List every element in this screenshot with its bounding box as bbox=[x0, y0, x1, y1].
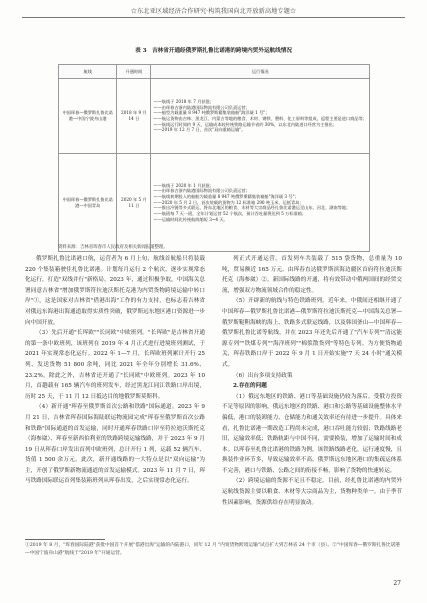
ops-line: ——运输时间比传统航线缩短 3~4 天。 bbox=[153, 216, 228, 222]
ops-line: ——航线于 2018 年 7 月获批； bbox=[153, 98, 214, 104]
ops-line: ——推出冷链等多式联运，将东北地区的粮食、木材等大宗商品经扎鲁比诺港运至山东、河北、湖南等地； bbox=[153, 205, 351, 211]
ops-line: ——航运货物由吉林、黑龙江、内蒙古等地的粮食、木材、钢铁、塑料、化工原料等组成，返程主要是进口商品等； bbox=[153, 116, 367, 121]
body-paragraph: （6）出台多项支持政策 bbox=[233, 372, 293, 379]
footnote-rule bbox=[25, 539, 105, 540]
footnote: ①2019 年 8 月，"珲春国际陆港"获批中国首个开展"借港出海"运输的内陆港口，同年 12 月 "内贸货物跨境运输"试点扩大到吉林省 24 个市（县）。②"中国珲春—俄罗斯扎鲁比诺港—中国宁波舟山港"航线于"2019 年"开通运营。 bbox=[25, 543, 400, 557]
route-cell: 中国珲春—俄罗斯扎鲁比诺港—中国宁波舟山港 bbox=[59, 79, 117, 154]
body-paragraph: （4）新开通"珲春至俄罗斯首次公路和铁路"国际通道。2023 年 9 月 21 日，吉林省珲春国际海陆联运物流园完成"珲春至俄罗斯首次公路和铁路"国际通道的首发运输，同时开通珲春铁路口岸至符拉迪沃斯托克（海参崴）、珲春至新西伯利亚的铁路跨境运输线路，并于 2023 年 9 月 19 日从珲春口岸发出首列中欧班列，总计开行 1 列，运载 52 辆汽车、货值 1 500 余万元。此次，新开通线路的一大特点是以"双向运输"为主，开创了俄罗斯新物流通道的首发运输模式。2023 年 11 月 7 日，珲马铁路国际联运首列集装箱班列从珲春出发，之后实现常态化运行。 bbox=[25, 404, 205, 485]
left-column bbox=[25, 254, 205, 487]
ops-cell bbox=[151, 79, 370, 154]
ops-line: ——航线运行时间约 9 天，运输成本较传统铁路运输节省约 30%，以东北内陆进口经营为主推出； bbox=[153, 121, 337, 127]
header-ops: 运行情况 bbox=[151, 65, 370, 79]
body-paragraph: 列正式开通运营，首发列车共装载了 515 袋货物，总重量为 10 吨，贸易额近 165 万元，由珲春直达俄罗斯滨海边疆区首府符拉迪沃斯托克（海参崴）②。新国际线路的开通，将有效带动中俄两国间的经贸交流，增强双方物流领域合作的稳定性。 bbox=[222, 256, 402, 294]
page-number: 27 bbox=[393, 580, 401, 587]
route-cell: 中国珲春—俄罗斯扎鲁比诺港—中国青岛 bbox=[59, 154, 117, 252]
header-date: 开通时间 bbox=[117, 65, 151, 79]
body-paragraph: （3）先后开通"长珲欧""长同欧"中欧班列。"长珲欧"是吉林省开通的第一条中欧班列，该班列在 2019 年 4 月正式进行进境班列测试，于 2021 年实现常态化运行。2022 年 1—7 月，长珲欧班列累计开行 25 列、发送货物 51 800 余吨，同比 2021 年全年分别增长 31.6%、23.2%。除此之外，吉林省还开通了"长同欧"中欧班列。2023 年 10 月，首趟载有 165 辆汽车的班列发车，经过黑龙江同江铁路口岸出境，历时 25 天，于 11 月 12 日抵达目的地俄罗斯莫斯科。 bbox=[25, 330, 205, 400]
date-cell: 2018 年 9 月 14 日 bbox=[117, 79, 151, 154]
header-route: 航线 bbox=[59, 65, 117, 79]
ops-line: ——由珲春吉浙内陆港国际物流有限公司负责运营； bbox=[153, 188, 250, 194]
ops-line: ——2020 年 5 月 2 日，首次装载的货物为 12 标准箱 290 吨玉米，运抵青岛； bbox=[153, 199, 304, 205]
ops-line: ——航线初期投入的船舶为载重量 8 947 吨俄罗斯籍集装箱船"海洋琥 3 号"； bbox=[153, 193, 299, 199]
body-paragraph: （1）俄远东地区的铁路、港口等基础设施仍较为落后。受俄方投资不足等原因的影响，俄远东地区的铁路、港口和公路等基础设施整体水平偏低，港口的装卸能力、仓储能力和通关效率还有待进一步提升。具体来看，扎鲁比诺港一期改造工程尚未完成，港口吞吐能力较弱；铁路线路老旧，运输效率低；铁路轨距与中国不同，需要换装，增加了运输时间和成本。以珲春至扎鲁比诺港的铁路为例，该铁路线路老化，运行速度慢，且换装作业环节多，导致运输效率不高。俄罗斯远东地区港口的集疏运体系不完善，港口与铁路、公路之间的衔接不畅，影响了货物的快速转运。 bbox=[222, 393, 402, 474]
body-paragraph: （2）跨境运输的货源不足且不稳定。目前，经扎鲁比诺港的内贸外运航线货源主要以粮食、木材等大宗商品为主，货物种类单一。由于季节性因素影响，货源供给存在明显波动。 bbox=[222, 478, 402, 506]
table-row bbox=[59, 154, 370, 252]
table-caption: 表 3 吉林省开通经俄罗斯扎鲁比诺港的跨境内贸外运航线情况 bbox=[135, 48, 292, 54]
body-paragraph: 俄罗斯扎鲁比诺港口航，运营者为 6 月上旬，航线首航船只将装载 220 个集装箱驶往扎鲁比诺港。计划每月运行 2 个航次，逐步实现常态化运行，打造"双线并行"新格局。2023 年，通过积极争取，中国海关总署同意吉林省"增加俄罗斯符拉迪沃斯托克港为内贸货物跨境运输中转口岸"①，这是国家对吉林省"借港出海"工作的有力支持，也标志着吉林省对俄远东海港出海通道取得实质性突破，俄罗斯远东地区港口资源进一步向中国开放。 bbox=[25, 256, 205, 326]
table-row bbox=[59, 79, 370, 154]
ops-cell bbox=[151, 154, 370, 252]
table-source: 资料来源：吉林省珲春市人民政府及相关新闻报道整理。 bbox=[58, 245, 168, 250]
header-rule bbox=[22, 17, 405, 18]
ops-line: ——航班每 7 天一班，全年计划运营 52 个航次，预计吞吐量将达到 5 万标准箱； bbox=[153, 211, 307, 216]
routes-table bbox=[58, 64, 370, 252]
table-header-row bbox=[59, 65, 370, 79]
section-heading: 2.存在的问题 bbox=[233, 383, 267, 390]
ops-line: ——2019 年 12 月 7 日，首次"双向重箱运输"。 bbox=[153, 127, 246, 133]
ops-line: ——船型为载重量 8 947 吨俄罗斯籍集装箱船"海洋琥 1 号"； bbox=[153, 110, 270, 116]
right-column bbox=[222, 254, 402, 508]
running-header: ☆东北亚区域经济合作研究·构筑我国向北开放新高地专题☆ bbox=[130, 8, 297, 15]
date-cell: 2020 年 5 月 11 日 bbox=[117, 154, 151, 252]
ops-line: ——航线于 2020 年 1 月获批； bbox=[153, 182, 214, 188]
body-paragraph: （5）开辟新的航线与特色铁路班列。近年来，中俄间还相继开通了中国珲春—俄罗斯扎鲁比诺港—俄罗斯符拉迪沃斯托克—中国海关总署—俄罗斯鞑靼海峡的海上、铁路多式联运线路，以及韩国釜山—中国珲春—俄罗斯扎鲁比诺等航线，并在 2023 年还先后开通了"汽车专列""清远能源专列""铁煤专列""海洋班列""棉浆散货列"等特色专列。为方便货物通关，珲春铁路口岸于 2022 年 9 月 1 日开始实施"7 天 24 小时"通关模式。 bbox=[222, 298, 402, 368]
ops-line: ——由珲春吉浙内陆港国际物流有限公司负责运营； bbox=[153, 104, 250, 110]
